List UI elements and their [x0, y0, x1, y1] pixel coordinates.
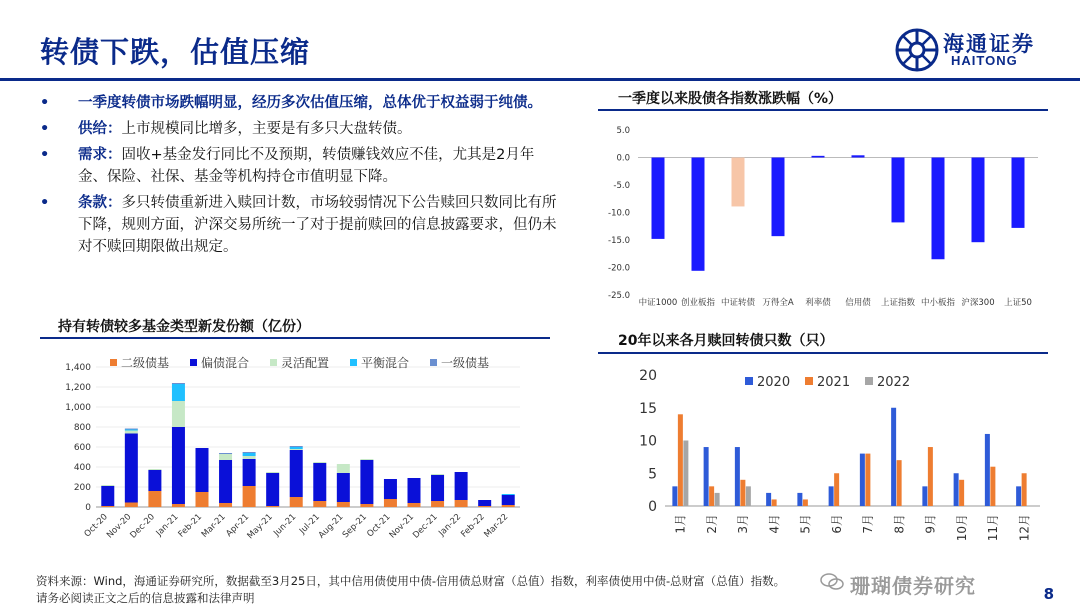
stack-segment — [219, 503, 232, 507]
legend-label: 2022 — [877, 375, 911, 390]
index-chart-title: 一季度以来股债各指数涨跌幅（%） — [618, 91, 843, 107]
x-tick-label: 创业板指 — [680, 298, 716, 308]
logo-english-name: HAITONG — [951, 53, 1018, 68]
redeem-bar — [829, 486, 834, 506]
stack-segment — [243, 486, 256, 507]
index-change-chart — [598, 115, 1048, 315]
stack-segment — [219, 460, 232, 503]
redeem-bar — [715, 493, 720, 506]
redeem-bar — [1022, 473, 1027, 506]
stack-segment — [384, 479, 397, 499]
funds-chart-title: 持有转债较多基金类型新发份额（亿份） — [58, 319, 310, 335]
index-bar — [812, 156, 825, 158]
stack-segment — [360, 460, 373, 504]
stack-segment — [384, 499, 397, 507]
redeem-bar — [797, 493, 802, 506]
x-tick-label: 6月 — [829, 514, 844, 534]
stack-segment — [313, 462, 326, 463]
redeem-bar — [897, 460, 902, 506]
y-tick-label: 0 — [85, 503, 91, 513]
index-bar — [692, 158, 705, 271]
x-tick-label: 信用债 — [845, 298, 871, 308]
legend-label: 二级债基 — [121, 356, 170, 370]
index-bar — [652, 158, 665, 239]
redeem-bar — [678, 414, 683, 506]
monthly-redemption-chart — [630, 360, 1050, 560]
x-tick-label: Mar-22 — [482, 512, 511, 540]
stack-segment — [219, 454, 232, 460]
x-tick-label: Jun-21 — [272, 512, 299, 539]
fund-issuance-chart — [50, 345, 530, 545]
stack-segment — [431, 474, 444, 475]
bullet-body: 上市规模同比增多，主要是有多只大盘转债。 — [121, 121, 412, 137]
stack-segment — [290, 446, 303, 447]
stack-segment — [266, 506, 279, 507]
legend-swatch — [270, 359, 277, 366]
legend-swatch — [430, 359, 437, 366]
y-tick-label: 200 — [73, 483, 91, 493]
stack-segment — [290, 497, 303, 507]
x-tick-label: 沪深300 — [961, 298, 995, 308]
legend-swatch — [865, 377, 873, 385]
bullet-item — [40, 92, 560, 114]
stack-segment — [290, 447, 303, 449]
bullet-dot: • — [40, 121, 50, 137]
bullet-head: 条款： — [78, 195, 122, 211]
stack-segment — [337, 502, 350, 507]
stack-segment — [219, 453, 232, 454]
bullet-item — [40, 192, 560, 258]
index-bar — [892, 158, 905, 223]
stack-segment — [266, 473, 279, 506]
redeem-bar — [891, 408, 896, 506]
x-tick-label: 利率债 — [805, 298, 831, 308]
stack-segment — [148, 491, 161, 507]
x-tick-label: 万得全A — [762, 298, 794, 308]
redeem-bar — [746, 486, 751, 506]
redeem-bar — [922, 486, 927, 506]
redeem-bar — [709, 486, 714, 506]
redeem-bar — [928, 447, 933, 506]
stack-segment — [125, 434, 138, 503]
stack-segment — [101, 506, 114, 507]
legend-swatch — [350, 359, 357, 366]
stack-segment — [125, 431, 138, 434]
redeem-bar — [740, 480, 745, 506]
redeem-bar — [865, 454, 870, 506]
legend-label: 偏债混合 — [201, 356, 250, 370]
redeem-bar — [704, 447, 709, 506]
stack-segment — [431, 501, 444, 507]
stack-segment — [290, 450, 303, 497]
y-tick-label: 0 — [648, 499, 657, 515]
stack-segment — [502, 495, 515, 505]
legend-swatch — [110, 359, 117, 366]
legend-label: 一级债基 — [441, 356, 490, 370]
bullet-item — [40, 118, 560, 140]
x-tick-label: Feb-21 — [176, 512, 205, 540]
redeem-bar — [954, 473, 959, 506]
stack-segment — [290, 449, 303, 450]
funds-chart-rule — [40, 337, 550, 339]
stack-segment — [172, 384, 185, 401]
stack-segment — [337, 464, 350, 473]
stack-segment — [408, 503, 421, 507]
y-tick-label: -5.0 — [613, 181, 630, 191]
legend-swatch — [745, 377, 753, 385]
stack-segment — [196, 448, 209, 492]
redeem-bar — [959, 480, 964, 506]
redeem-bar — [803, 499, 808, 506]
y-tick-label: 400 — [73, 463, 91, 473]
x-tick-label: Mar-21 — [199, 512, 228, 540]
x-tick-label: 中证1000 — [638, 298, 678, 308]
x-tick-label: 1月 — [673, 514, 688, 534]
x-tick-label: 4月 — [767, 514, 782, 534]
x-tick-label: Dec-21 — [411, 512, 440, 541]
stack-segment — [148, 470, 161, 491]
x-tick-label: May-21 — [245, 512, 275, 542]
y-tick-label: 1,400 — [65, 363, 91, 373]
x-tick-label: Apr-21 — [224, 512, 252, 539]
x-tick-label: Dec-20 — [128, 512, 158, 541]
x-tick-label: 中证转债 — [720, 298, 756, 308]
stack-segment — [478, 500, 491, 506]
y-tick-label: 20 — [639, 368, 657, 384]
redeem-chart-rule — [598, 352, 1048, 354]
stack-segment — [243, 452, 256, 453]
stack-segment — [455, 472, 468, 500]
y-tick-label: 0.0 — [616, 153, 630, 164]
stack-segment — [101, 485, 114, 486]
page-title: 转债下跌，估值压缩 — [40, 35, 311, 69]
stack-segment — [172, 401, 185, 427]
y-tick-label: -15.0 — [608, 236, 630, 246]
stack-segment — [266, 472, 279, 473]
bullet-body: 多只转债重新进入赎回计数，市场较弱情况下公告赎回只数同比有所下降，规则方面，沪深交易所统一了对于提前赎回的信息披露要求，但仍未对不赎回期限做出规定。 — [78, 195, 557, 255]
x-tick-label: 7月 — [861, 514, 876, 534]
x-tick-label: 8月 — [892, 514, 907, 534]
stack-segment — [125, 429, 138, 430]
index-bar — [932, 158, 945, 260]
bullet-head: 需求： — [78, 147, 122, 163]
y-tick-label: -25.0 — [608, 291, 630, 301]
redeem-bar — [766, 493, 771, 506]
index-chart-rule — [598, 109, 1048, 111]
bullet-head: 供给： — [78, 121, 122, 137]
index-bar — [1012, 158, 1025, 228]
y-tick-label: 15 — [639, 400, 657, 417]
header-divider — [0, 78, 1080, 81]
x-tick-label: Jul-21 — [297, 512, 322, 537]
index-bar — [732, 158, 745, 207]
redeem-bar — [860, 454, 865, 506]
bullet-body: 固收+基金发行同比不及预期，转债赚钱效应不佳，尤其是2月年金、保险、社保、基金等机构持仓市值明显下降。 — [78, 147, 535, 185]
x-tick-label: 11月 — [986, 514, 1001, 542]
stack-segment — [243, 459, 256, 486]
redeem-bar — [1016, 486, 1021, 506]
index-bar — [972, 158, 985, 243]
redeem-bar — [735, 447, 740, 506]
disclaimer-note: 请务必阅读正文之后的信息披露和法律声明 — [36, 591, 255, 605]
company-logo — [893, 26, 1053, 76]
stack-segment — [408, 478, 421, 503]
y-tick-label: 800 — [73, 423, 91, 433]
legend-label: 灵活配置 — [281, 356, 330, 370]
x-tick-label: 2月 — [704, 514, 719, 534]
x-tick-label: 12月 — [1017, 514, 1032, 542]
legend-swatch — [805, 377, 813, 385]
x-tick-label: Oct-21 — [365, 512, 393, 540]
stack-segment — [502, 505, 515, 507]
legend-label: 2020 — [757, 375, 791, 390]
legend-label: 平衡混合 — [361, 356, 410, 370]
x-tick-label: Jan-22 — [437, 512, 464, 539]
bullet-dot: • — [40, 147, 50, 163]
bullet-item — [40, 144, 560, 188]
x-tick-label: Nov-20 — [104, 512, 134, 541]
y-tick-label: 10 — [639, 433, 657, 450]
stack-segment — [125, 430, 138, 431]
stack-segment — [360, 459, 373, 460]
stack-segment — [125, 503, 138, 508]
redeem-bar — [990, 467, 995, 506]
haitong-logo-icon — [895, 28, 939, 72]
x-tick-label: Jan-21 — [154, 512, 181, 539]
redeem-bar — [772, 499, 777, 506]
wechat-icon — [820, 572, 844, 592]
stack-segment — [196, 492, 209, 507]
logo-chinese-name: 海通证券 — [943, 31, 1035, 56]
y-tick-label: 1,000 — [65, 403, 91, 413]
stack-segment — [313, 501, 326, 507]
redeem-bar — [985, 434, 990, 506]
stack-segment — [455, 500, 468, 507]
legend-label: 2021 — [817, 375, 851, 390]
y-tick-label: 5 — [648, 466, 657, 483]
x-tick-label: Feb-22 — [459, 512, 487, 540]
redeem-chart-title: 20年以来各月赎回转债只数（只） — [618, 333, 834, 349]
x-tick-label: 上证指数 — [880, 298, 916, 308]
stack-segment — [313, 463, 326, 501]
x-tick-label: 3月 — [736, 514, 751, 534]
stack-segment — [478, 506, 491, 507]
x-tick-label: 10月 — [954, 514, 969, 542]
y-tick-label: -10.0 — [608, 208, 630, 219]
y-tick-label: 1,200 — [65, 383, 91, 393]
stack-segment — [243, 453, 256, 456]
stack-segment — [360, 504, 373, 507]
y-tick-label: -20.0 — [608, 263, 630, 274]
stack-segment — [101, 486, 114, 506]
x-tick-label: Nov-21 — [387, 512, 417, 541]
stack-segment — [337, 473, 350, 502]
x-tick-label: Aug-21 — [316, 512, 346, 541]
x-tick-label: 中小板指 — [920, 298, 956, 308]
legend-swatch — [190, 359, 197, 366]
stack-segment — [502, 494, 515, 495]
bullet-list — [40, 92, 560, 262]
x-tick-label: 5月 — [798, 514, 813, 534]
bullet-dot: • — [40, 195, 50, 211]
page-number: 8 — [1043, 585, 1054, 603]
stack-segment — [148, 469, 161, 470]
bullet-dot: • — [40, 95, 50, 111]
stack-segment — [172, 504, 185, 507]
x-tick-label: Sep-21 — [340, 512, 370, 541]
x-tick-label: 上证50 — [1004, 298, 1032, 308]
x-tick-label: Oct-20 — [82, 512, 110, 540]
x-tick-label: 9月 — [923, 514, 938, 534]
y-tick-label: 5.0 — [616, 126, 630, 136]
y-tick-label: 600 — [73, 443, 91, 453]
index-bar — [852, 155, 865, 157]
stack-segment — [243, 456, 256, 459]
stack-segment — [172, 427, 185, 504]
index-bar — [772, 158, 785, 237]
watermark-text: 珊瑚债券研究 — [850, 574, 976, 598]
bullet-head: 一季度转债市场跌幅明显，经历多次估值压缩，总体优于权益弱于纯债。 — [78, 95, 542, 111]
source-note: 资料来源：Wind，海通证券研究所，数据截至3月25日，其中信用债使用中债-信用债总财富（总值）指数，利率债使用中债-总财富（总值）指数。 — [36, 574, 786, 588]
redeem-bar — [834, 473, 839, 506]
stack-segment — [431, 475, 444, 501]
redeem-bar — [672, 486, 677, 506]
redeem-bar — [683, 441, 688, 507]
stack-segment — [172, 383, 185, 384]
